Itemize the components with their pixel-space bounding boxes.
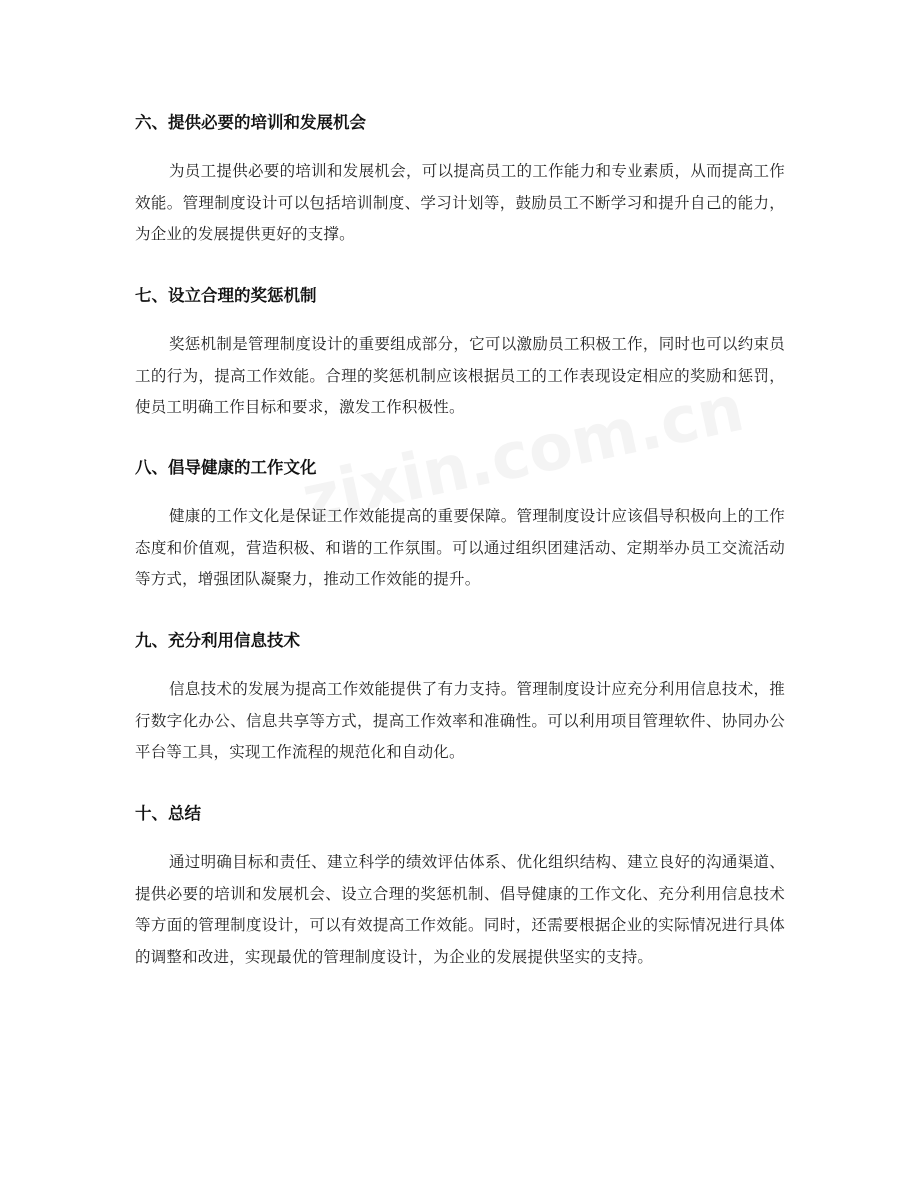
section-9-body: 信息技术的发展为提高工作效能提供了有力支持。管理制度设计应充分利用信息技术，推行数字化办公、信息共享等方式，提高工作效率和准确性。可以利用项目管理软件、协同办公平台等工具，实现工作流程的规范化和自动化。: [135, 680, 785, 761]
section-8-body: 健康的工作文化是保证工作效能提高的重要保障。管理制度设计应该倡导积极向上的工作态度和价值观，营造积极、和谐的工作氛围。可以通过组织团建活动、定期举办员工交流活动等方式，增强团队凝聚力，推动工作效能的提升。: [135, 507, 785, 588]
section-8-heading: 八、倡导健康的工作文化: [135, 458, 317, 477]
section-6-body: 为员工提供必要的培训和发展机会，可以提高员工的工作能力和专业素质，从而提高工作效能。管理制度设计可以包括培训制度、学习计划等，鼓励员工不断学习和提升自己的能力，为企业的发展提供更好的支撑。: [135, 162, 785, 243]
section-10-body: 通过明确目标和责任、建立科学的绩效评估体系、优化组织结构、建立良好的沟通渠道、提供必要的培训和发展机会、设立合理的奖惩机制、倡导健康的工作文化、充分利用信息技术等方面的管理制度设计，可以有效提高工作效能。同时，还需要根据企业的实际情况进行具体的调整和改进，实现最优的管理制度设计，为企业的发展提供坚实的支持。: [135, 853, 785, 966]
section-9-heading: 九、充分利用信息技术: [135, 631, 300, 650]
section-6-heading: 六、提供必要的培训和发展机会: [135, 113, 366, 132]
section-10-heading: 十、总结: [135, 804, 201, 823]
section-7-body: 奖惩机制是管理制度设计的重要组成部分，它可以激励员工积极工作，同时也可以约束员工的行为，提高工作效能。合理的奖惩机制应该根据员工的工作表现设定相应的奖励和惩罚，使员工明确工作目标和要求，激发工作积极性。: [135, 335, 785, 416]
section-7-heading: 七、设立合理的奖惩机制: [135, 286, 317, 305]
